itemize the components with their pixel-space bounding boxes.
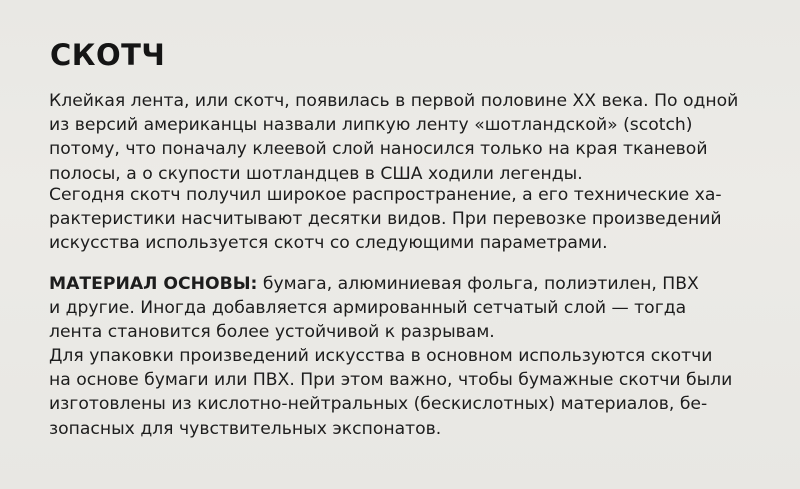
paragraph-history bbox=[49, 89, 769, 186]
text-line: полосы, а о скупости шотландцев в США ходили легенды. bbox=[49, 163, 583, 184]
text-line: Для упаковки произведений искусства в основном используются скотчи bbox=[49, 346, 713, 366]
text-line: на основе бумаги или ПВХ. При этом важно, чтобы бумажные скотчи были bbox=[49, 370, 733, 391]
text-line: и другие. Иногда добавляется армированный сетчатый слой — тогда bbox=[49, 298, 687, 319]
text-line bbox=[49, 272, 769, 296]
material-heading: МАТЕРИАЛ ОСНОВЫ: bbox=[49, 274, 258, 294]
text-line: из версий американцы назвали липкую ленту «шотландской» (scotch) bbox=[49, 115, 693, 136]
paragraph-base-material bbox=[49, 272, 769, 345]
text-line: рактеристики насчитывают десятки видов. При перевозке произведений bbox=[49, 209, 722, 230]
material-list: бумага, алюминиевая фольга, полиэтилен, ПВХ bbox=[257, 274, 699, 294]
paragraph-packaging bbox=[49, 344, 769, 441]
text-line: потому, что поначалу клеевой слой наносился только на края тканевой bbox=[49, 139, 708, 160]
text-line: Сегодня скотч получил широкое распространение, а его технические ха- bbox=[49, 185, 722, 205]
text-line: лента становится более устойчивой к разрывам. bbox=[49, 322, 495, 343]
panel-title: СКОТЧ bbox=[50, 38, 166, 72]
paragraph-today bbox=[49, 183, 769, 256]
text-line: Клейкая лента, или скотч, появилась в первой половине XX века. По одной bbox=[49, 91, 739, 111]
text-line: зопасных для чувствительных экспонатов. bbox=[49, 418, 442, 439]
text-line: изготовлены из кислотно-нейтральных (бескислотных) материалов, бе- bbox=[49, 394, 708, 415]
text-line: искусства используется скотч со следующими параметрами. bbox=[49, 233, 608, 254]
